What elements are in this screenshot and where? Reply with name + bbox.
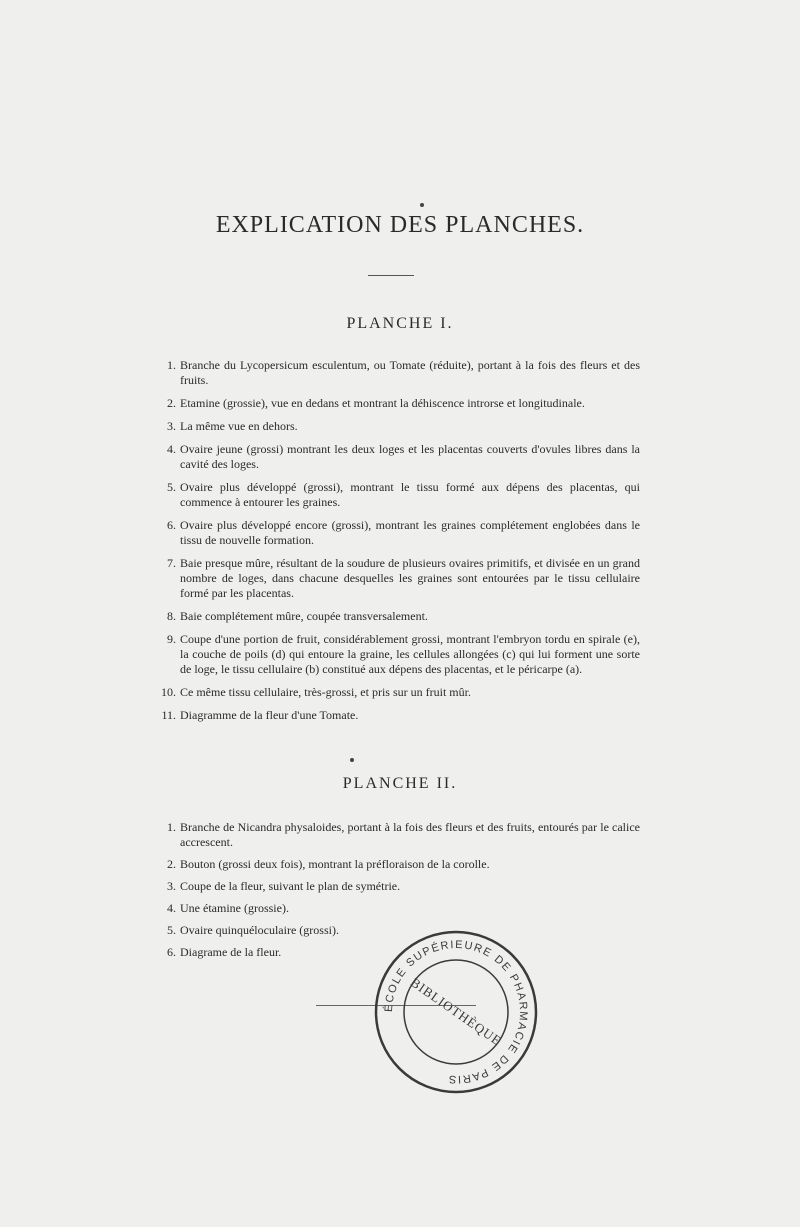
item-number: 3.	[167, 419, 176, 433]
list-item	[150, 442, 640, 472]
item-number: 1.	[167, 358, 176, 372]
list-item	[150, 609, 640, 624]
list-item	[150, 901, 640, 916]
page-title: EXPLICATION DES PLANCHES.	[215, 212, 585, 238]
stamp-inner-text: BIBLIOTHÈQUE	[408, 974, 505, 1049]
ink-dot	[350, 758, 354, 762]
list-item	[150, 857, 640, 872]
stamp-outer-text: ÉCOLE SUPÉRIEURE DE PHARMACIE DE PARIS	[382, 938, 530, 1086]
item-number: 5.	[167, 923, 176, 937]
list-item	[150, 556, 640, 601]
item-text: Ovaire plus développé (grossi), montrant le tissu formé aux dépens des placentas, qui commence à entourer les graines.	[180, 480, 640, 509]
item-number: 8.	[167, 609, 176, 623]
item-number: 10.	[161, 685, 176, 699]
list-item	[150, 820, 640, 850]
list-item	[150, 480, 640, 510]
item-number: 3.	[167, 879, 176, 893]
item-text: Ovaire jeune (grossi) montrant les deux loges et les placentas couverts d'ovules libres dans la cavité des loges.	[180, 442, 640, 471]
item-text: La même vue en dehors.	[180, 419, 298, 433]
library-stamp	[372, 928, 540, 1096]
item-text: Coupe d'une portion de fruit, considérablement grossi, montrant l'embryon tordu en spirale (e), la couche de poils (d) qui entoure la graine, les cellules allongées (c) qui lui forment une sorte de loge, le tissu cellulaire (b) constitué aux dépens des placentas, et le péricarpe (a).	[180, 632, 640, 676]
item-number: 9.	[167, 632, 176, 646]
planche-1-list	[150, 358, 640, 731]
list-item	[150, 879, 640, 894]
list-item	[150, 518, 640, 548]
list-item	[150, 708, 640, 723]
item-number: 2.	[167, 857, 176, 871]
item-text: Ovaire quinquéloculaire (grossi).	[180, 923, 339, 937]
item-number: 6.	[167, 945, 176, 959]
item-number: 7.	[167, 556, 176, 570]
item-text: Diagrame de la fleur.	[180, 945, 282, 959]
title-rule	[368, 275, 414, 276]
item-text: Etamine (grossie), vue en dedans et montrant la déhiscence introrse et longitudinale.	[180, 396, 585, 410]
item-text: Coupe de la fleur, suivant le plan de symétrie.	[180, 879, 401, 893]
item-text: Diagramme de la fleur d'une Tomate.	[180, 708, 359, 722]
planche-1-title: PLANCHE I.	[346, 315, 454, 332]
item-text: Branche du Lycopersicum esculentum, ou Tomate (réduite), portant à la fois des fleurs et des fruits.	[180, 358, 640, 387]
list-item	[150, 685, 640, 700]
item-text: Baie complétement mûre, coupée transversalement.	[180, 609, 428, 623]
item-number: 2.	[167, 396, 176, 410]
item-text: Ovaire plus développé encore (grossi), montrant les graines complétement englobées dans le tissu de nouvelle formation.	[180, 518, 640, 547]
item-number: 11.	[161, 708, 176, 722]
item-number: 4.	[167, 901, 176, 915]
item-number: 6.	[167, 518, 176, 532]
item-text: Baie presque mûre, résultant de la soudure de plusieurs ovaires primitifs, et divisée en un grand nombre de loges, dans chacune desquelles les graines sont entourées par le tissu cellulaire formé par les placentas.	[180, 556, 640, 600]
item-text: Ce même tissu cellulaire, très-grossi, et pris sur un fruit mûr.	[180, 685, 471, 699]
list-item	[150, 396, 640, 411]
ink-dot	[420, 203, 424, 207]
planche-2-title: PLANCHE II.	[342, 775, 458, 792]
item-number: 1.	[167, 820, 176, 834]
item-text: Une étamine (grossie).	[180, 901, 289, 915]
item-number: 4.	[167, 442, 176, 456]
list-item	[150, 419, 640, 434]
list-item	[150, 632, 640, 677]
item-text: Bouton (grossi deux fois), montrant la préfloraison de la corolle.	[180, 857, 490, 871]
list-item	[150, 358, 640, 388]
item-number: 5.	[167, 480, 176, 494]
item-text: Branche de Nicandra physaloides, portant à la fois des fleurs et des fruits, entourés par le calice accrescent.	[180, 820, 640, 849]
